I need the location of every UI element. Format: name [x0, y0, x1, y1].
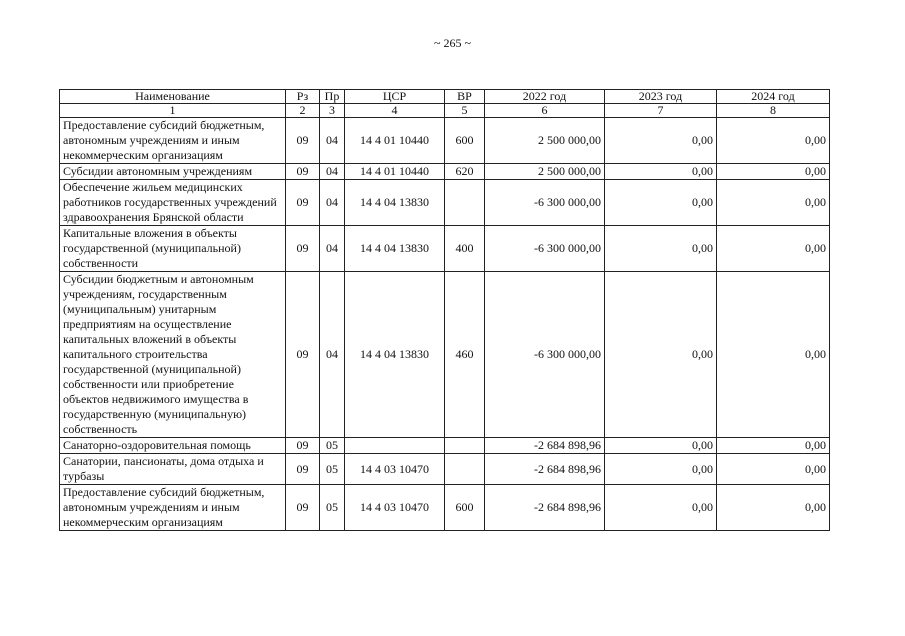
row-vr: 400 [445, 226, 485, 272]
row-2024: 0,00 [717, 485, 830, 531]
row-csr: 14 4 01 10440 [345, 118, 445, 164]
column-number: 2 [286, 104, 320, 118]
row-pr: 04 [320, 272, 345, 438]
row-csr: 14 4 04 13830 [345, 180, 445, 226]
column-number: 5 [445, 104, 485, 118]
row-pr: 04 [320, 180, 345, 226]
row-2023: 0,00 [605, 164, 717, 180]
header-pr: Пр [320, 90, 345, 104]
row-vr: 620 [445, 164, 485, 180]
row-2022: 2 500 000,00 [485, 118, 605, 164]
row-2023: 0,00 [605, 485, 717, 531]
header-csr: ЦСР [345, 90, 445, 104]
row-vr [445, 180, 485, 226]
column-number: 8 [717, 104, 830, 118]
column-number: 4 [345, 104, 445, 118]
row-vr: 600 [445, 485, 485, 531]
row-csr [345, 438, 445, 454]
header-vr: ВР [445, 90, 485, 104]
row-2022: -6 300 000,00 [485, 226, 605, 272]
row-2024: 0,00 [717, 438, 830, 454]
row-pr: 05 [320, 485, 345, 531]
row-vr: 600 [445, 118, 485, 164]
row-rz: 09 [286, 226, 320, 272]
row-vr [445, 454, 485, 485]
table-row [60, 226, 830, 272]
row-2023: 0,00 [605, 438, 717, 454]
column-number: 6 [485, 104, 605, 118]
header-2023: 2023 год [605, 90, 717, 104]
row-rz: 09 [286, 118, 320, 164]
row-pr: 04 [320, 226, 345, 272]
row-rz: 09 [286, 164, 320, 180]
budget-table [59, 89, 830, 531]
row-2023: 0,00 [605, 272, 717, 438]
column-number: 3 [320, 104, 345, 118]
row-name: Предоставление субсидий бюджетным, автономным учреждениям и иным некоммерческим организациям [60, 118, 286, 164]
row-name: Субсидии бюджетным и автономным учреждениям, государственным (муниципальным) унитарным предприятиям на осуществление капитальных вложений в объекты капитального строительства государственной (муниципальной) собственности или приобретение объектов недвижимого имущества в государственную (муниципальную) собственность [60, 272, 286, 438]
row-2024: 0,00 [717, 226, 830, 272]
row-csr: 14 4 04 13830 [345, 272, 445, 438]
row-rz: 09 [286, 438, 320, 454]
row-name: Субсидии автономным учреждениям [60, 164, 286, 180]
table-row [60, 272, 830, 438]
column-number: 7 [605, 104, 717, 118]
row-rz: 09 [286, 485, 320, 531]
row-name: Предоставление субсидий бюджетным, автономным учреждениям и иным некоммерческим организациям [60, 485, 286, 531]
row-vr: 460 [445, 272, 485, 438]
row-csr: 14 4 04 13830 [345, 226, 445, 272]
header-rz: Рз [286, 90, 320, 104]
row-name: Санатории, пансионаты, дома отдыха и турбазы [60, 454, 286, 485]
row-csr: 14 4 03 10470 [345, 454, 445, 485]
row-2023: 0,00 [605, 454, 717, 485]
row-rz: 09 [286, 272, 320, 438]
row-vr [445, 438, 485, 454]
row-2024: 0,00 [717, 454, 830, 485]
row-2022: 2 500 000,00 [485, 164, 605, 180]
header-name: Наименование [60, 90, 286, 104]
row-rz: 09 [286, 180, 320, 226]
row-rz: 09 [286, 454, 320, 485]
row-2022: -2 684 898,96 [485, 454, 605, 485]
row-csr: 14 4 03 10470 [345, 485, 445, 531]
row-name: Обеспечение жильем медицинских работников государственных учреждений здравоохранения Брянской области [60, 180, 286, 226]
header-row [60, 90, 830, 104]
table-row [60, 485, 830, 531]
row-pr: 05 [320, 438, 345, 454]
table-row [60, 164, 830, 180]
page-number: ~ 265 ~ [434, 36, 471, 50]
row-2024: 0,00 [717, 118, 830, 164]
row-2022: -2 684 898,96 [485, 438, 605, 454]
column-number-row [60, 104, 830, 118]
row-name: Санаторно-оздоровительная помощь [60, 438, 286, 454]
row-2024: 0,00 [717, 272, 830, 438]
row-2023: 0,00 [605, 226, 717, 272]
header-2024: 2024 год [717, 90, 830, 104]
row-2023: 0,00 [605, 118, 717, 164]
table-row [60, 438, 830, 454]
row-pr: 04 [320, 118, 345, 164]
row-2024: 0,00 [717, 164, 830, 180]
column-number: 1 [60, 104, 286, 118]
header-2022: 2022 год [485, 90, 605, 104]
table-row [60, 180, 830, 226]
row-2022: -6 300 000,00 [485, 180, 605, 226]
row-2022: -6 300 000,00 [485, 272, 605, 438]
row-pr: 05 [320, 454, 345, 485]
table-row [60, 454, 830, 485]
row-2022: -2 684 898,96 [485, 485, 605, 531]
row-2024: 0,00 [717, 180, 830, 226]
table-row [60, 118, 830, 164]
row-csr: 14 4 01 10440 [345, 164, 445, 180]
row-pr: 04 [320, 164, 345, 180]
row-name: Капитальные вложения в объекты государственной (муниципальной) собственности [60, 226, 286, 272]
row-2023: 0,00 [605, 180, 717, 226]
